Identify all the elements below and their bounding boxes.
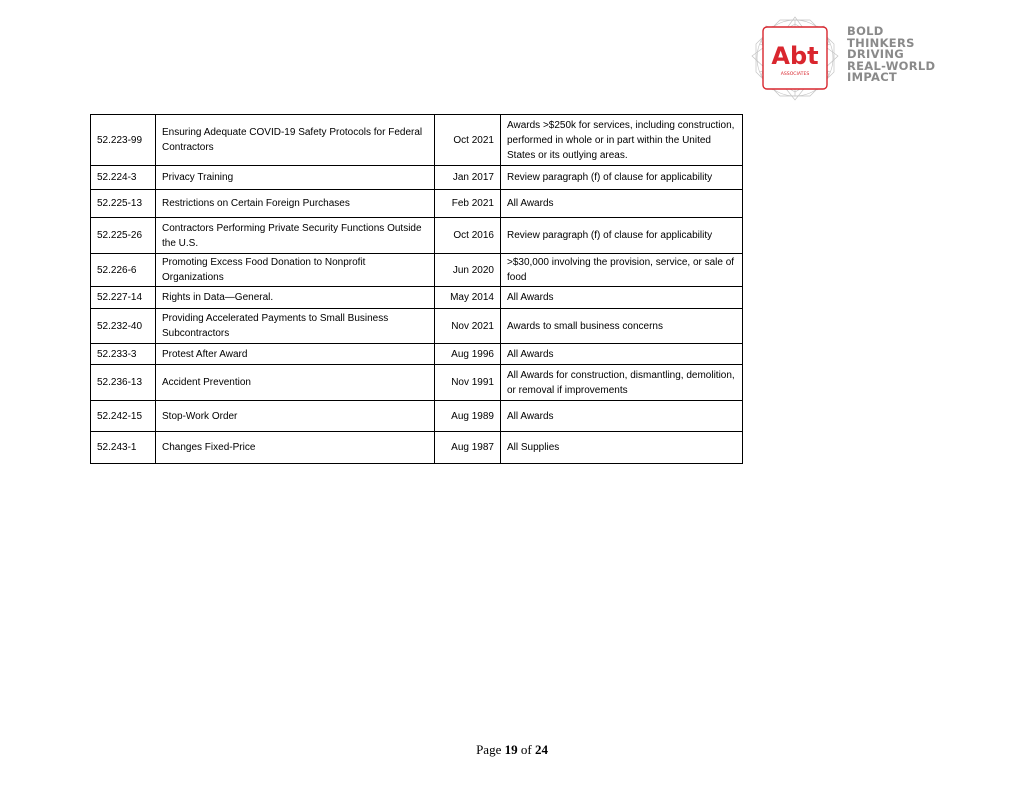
header-logo bbox=[750, 14, 950, 104]
abt-logo-icon bbox=[750, 14, 840, 102]
clause-applicability: >$30,000 involving the provision, service, or sale of food bbox=[501, 254, 743, 287]
clause-date: Jun 2020 bbox=[435, 254, 501, 287]
logo-subtext: ASSOCIATES bbox=[780, 72, 810, 77]
clause-title: Stop-Work Order bbox=[156, 401, 435, 432]
clauses-table bbox=[90, 114, 743, 464]
page-footer bbox=[0, 742, 1024, 758]
clause-title: Providing Accelerated Payments to Small Business Subcontractors bbox=[156, 309, 435, 344]
clause-number: 52.243-1 bbox=[91, 432, 156, 464]
clause-number: 52.236-13 bbox=[91, 365, 156, 401]
clause-number: 52.242-15 bbox=[91, 401, 156, 432]
clause-number: 52.232-40 bbox=[91, 309, 156, 344]
clause-title: Protest After Award bbox=[156, 344, 435, 365]
clause-applicability: All Awards for construction, dismantling, demolition, or removal if improvements bbox=[501, 365, 743, 401]
current-page-number: 19 bbox=[504, 742, 518, 757]
table-row bbox=[91, 401, 743, 432]
table-row bbox=[91, 344, 743, 365]
clause-number: 52.223-99 bbox=[91, 115, 156, 166]
clause-title: Ensuring Adequate COVID-19 Safety Protocols for Federal Contractors bbox=[156, 115, 435, 166]
clause-number: 52.226-6 bbox=[91, 254, 156, 287]
table-row bbox=[91, 190, 743, 218]
clause-title: Privacy Training bbox=[156, 166, 435, 190]
clause-title: Accident Prevention bbox=[156, 365, 435, 401]
page-label: Page bbox=[476, 742, 502, 757]
clause-title: Changes Fixed-Price bbox=[156, 432, 435, 464]
table-row bbox=[91, 432, 743, 464]
clause-date: Aug 1989 bbox=[435, 401, 501, 432]
clause-number: 52.227-14 bbox=[91, 287, 156, 309]
tagline-line: BOLD bbox=[847, 24, 884, 38]
clause-applicability: Review paragraph (f) of clause for applicability bbox=[501, 166, 743, 190]
clause-date: Nov 2021 bbox=[435, 309, 501, 344]
page-of-label: of bbox=[520, 742, 532, 757]
clause-applicability: All Awards bbox=[501, 401, 743, 432]
tagline-line: IMPACT bbox=[847, 70, 898, 85]
clause-applicability: Awards >$250k for services, including construction, performed in whole or in part within the United States or its outlying areas. bbox=[501, 115, 743, 166]
clause-applicability: All Awards bbox=[501, 287, 743, 309]
clause-date: Aug 1996 bbox=[435, 344, 501, 365]
tagline-line: THINKERS bbox=[847, 35, 915, 50]
tagline-line: REAL-WORLD bbox=[847, 58, 936, 73]
table-row bbox=[91, 365, 743, 401]
total-pages-number: 24 bbox=[534, 742, 548, 757]
tagline bbox=[847, 26, 935, 84]
clause-number: 52.225-26 bbox=[91, 218, 156, 254]
clause-title: Rights in Data—General. bbox=[156, 287, 435, 309]
clause-applicability: All Awards bbox=[501, 190, 743, 218]
clause-date: Aug 1987 bbox=[435, 432, 501, 464]
logo-wordmark: Abt bbox=[771, 42, 819, 70]
clause-date: Jan 2017 bbox=[435, 166, 501, 190]
clause-date: Oct 2021 bbox=[435, 115, 501, 166]
clause-date: Oct 2016 bbox=[435, 218, 501, 254]
clause-number: 52.224-3 bbox=[91, 166, 156, 190]
tagline-line: DRIVING bbox=[847, 47, 905, 62]
table-row bbox=[91, 115, 743, 166]
clause-number: 52.225-13 bbox=[91, 190, 156, 218]
table-row bbox=[91, 309, 743, 344]
clause-date: Feb 2021 bbox=[435, 190, 501, 218]
clause-applicability: Awards to small business concerns bbox=[501, 309, 743, 344]
table-row bbox=[91, 287, 743, 309]
clause-applicability: All Supplies bbox=[501, 432, 743, 464]
clause-date: Nov 1991 bbox=[435, 365, 501, 401]
clause-title: Contractors Performing Private Security Functions Outside the U.S. bbox=[156, 218, 435, 254]
clause-applicability: Review paragraph (f) of clause for applicability bbox=[501, 218, 743, 254]
table-row bbox=[91, 166, 743, 190]
table-row bbox=[91, 218, 743, 254]
clause-applicability: All Awards bbox=[501, 344, 743, 365]
clause-date: May 2014 bbox=[435, 287, 501, 309]
clause-title: Promoting Excess Food Donation to Nonprofit Organizations bbox=[156, 254, 435, 287]
clause-number: 52.233-3 bbox=[91, 344, 156, 365]
clause-title: Restrictions on Certain Foreign Purchases bbox=[156, 190, 435, 218]
table-row bbox=[91, 254, 743, 287]
